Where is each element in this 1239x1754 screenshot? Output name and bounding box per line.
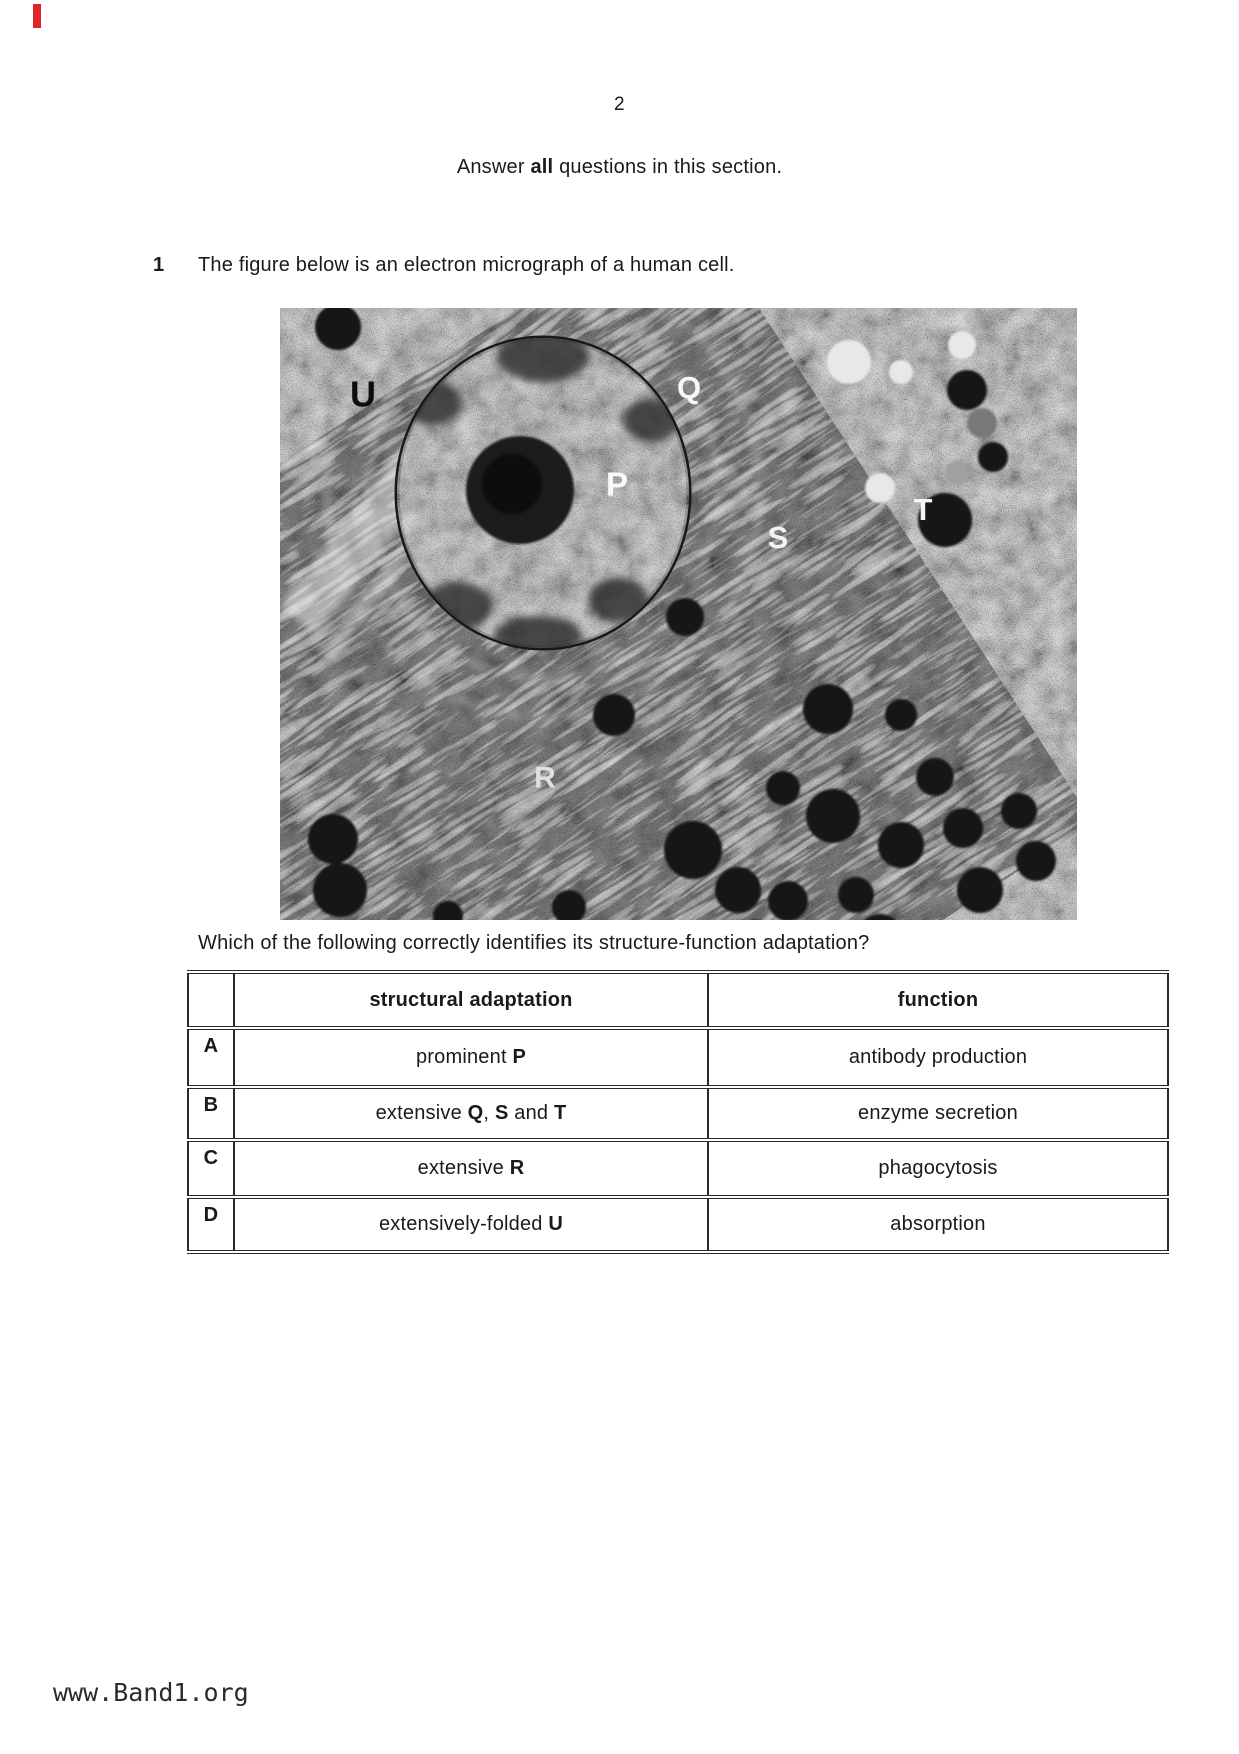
structural-adaptation-cell: prominent P	[234, 1028, 708, 1087]
page-number: 2	[613, 94, 626, 115]
option-row-A	[188, 1028, 1168, 1087]
structural-adaptation-cell: extensive R	[234, 1140, 708, 1197]
label-S: S	[767, 519, 789, 555]
question-prompt: Which of the following correctly identifies its structure-function adaptation?	[198, 932, 870, 954]
label-Q: Q	[676, 369, 702, 405]
question-line	[153, 254, 735, 277]
footer-url: www.Band1.org	[53, 1678, 249, 1707]
function-cell: enzyme secretion	[708, 1087, 1168, 1140]
options-table	[187, 970, 1169, 1254]
header-function: function	[708, 972, 1168, 1028]
structural-adaptation-cell: extensive Q, S and T	[234, 1087, 708, 1140]
question-text: The figure below is an electron micrograph of a human cell.	[198, 254, 735, 276]
function-cell: absorption	[708, 1197, 1168, 1252]
label-U: U	[350, 373, 376, 415]
header-structural-adaptation: structural adaptation	[234, 972, 708, 1028]
scan-artifact-mark	[33, 4, 41, 28]
option-letter: A	[188, 1028, 234, 1087]
structural-adaptation-cell: extensively-folded U	[234, 1197, 708, 1252]
label-P: P	[605, 465, 629, 503]
question-number: 1	[153, 254, 165, 276]
header-option-cell	[188, 972, 234, 1028]
options-header-row	[188, 972, 1168, 1028]
option-letter: C	[188, 1140, 234, 1197]
label-R: R	[534, 761, 556, 795]
option-letter: D	[188, 1197, 234, 1252]
option-row-B	[188, 1087, 1168, 1140]
section-instruction: Answer all questions in this section.	[456, 156, 783, 178]
label-T: T	[913, 491, 933, 527]
option-row-D	[188, 1197, 1168, 1252]
micrograph-svg	[280, 308, 1077, 920]
function-cell: phagocytosis	[708, 1140, 1168, 1197]
micrograph-image	[280, 308, 1077, 920]
option-row-C	[188, 1140, 1168, 1197]
option-letter: B	[188, 1087, 234, 1140]
function-cell: antibody production	[708, 1028, 1168, 1087]
